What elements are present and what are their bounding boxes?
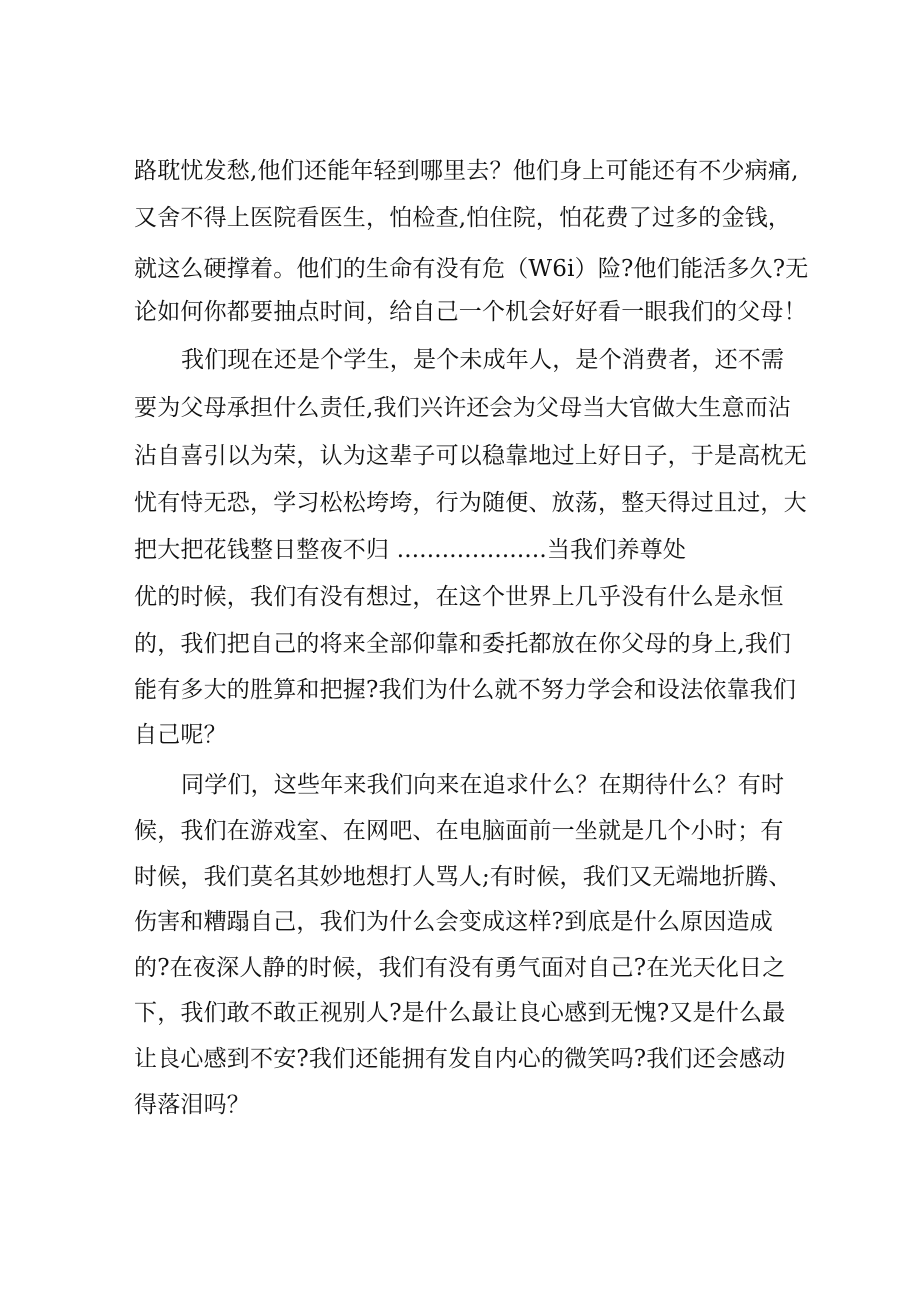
text-line-4: 论如何你都要抽点时间，给自己一个机会好好看一眼我们的父母！: [134, 299, 807, 325]
text-line-15: 候，我们在游戏室、在网吧、在电脑面前一坐就是几个小时；有: [134, 818, 784, 844]
text-line-17: 伤害和糟蹋自己，我们为什么会变成这样?到底是什么原因造成: [134, 909, 773, 935]
text-line-3: 就这么硬撑着。他们的生命有没有危（W6i）险?他们能活多久?无: [134, 256, 809, 282]
text-line-19: 下，我们敢不敢正视别人?是什么最让良心感到无愧?又是什么最: [134, 1000, 786, 1026]
text-line-7: 沾自喜引以为荣，认为这辈子可以稳靠地过上好日子，于是高枕无: [134, 443, 807, 469]
text-line-1: 路耽忧发愁,他们还能年轻到哪里去？他们身上可能还有不少病痛,: [134, 158, 799, 184]
text-line-6: 要为父母承担什么责任,我们兴许还会为父母当大官做大生意而沾: [134, 395, 792, 421]
paragraph-3-first-line: 同学们，这些年来我们向来在追求什么？在期待什么？有时: [181, 772, 785, 798]
text-line-16: 时候，我们莫名其妙地想打人骂人;有时候，我们又无端地折腾、: [134, 864, 792, 890]
text-line-11: 的，我们把自己的将来全部仰靠和委托都放在你父母的身上,我们: [134, 631, 792, 657]
text-line-12: 能有多大的胜算和把握?我们为什么就不努力学会和设法依靠我们: [134, 677, 797, 703]
text-line-20: 让良心感到不安?我们还能拥有发自内心的微笑吗?我们还会感动: [134, 1046, 786, 1072]
text-line-9: 把大把花钱整日整夜不归 ....................当我们养尊处: [134, 537, 687, 563]
text-line-18: 的?在夜深人静的时候，我们有没有勇气面对自己?在光天化日之: [134, 955, 786, 981]
text-line-8: 忧有恃无恐，学习松松垮垮，行为随便、放荡，整天得过且过，大: [134, 490, 807, 516]
text-line-10: 优的时候，我们有没有想过，在这个世界上几乎没有什么是永恒: [134, 584, 784, 610]
paragraph-2-first-line: 我们现在还是个学生，是个未成年人，是个消费者，还不需: [181, 347, 785, 373]
text-line-2: 又舍不得上医院看医生，怕检查,怕住院，怕花费了过多的金钱，: [134, 205, 792, 231]
text-line-13: 自己呢？: [134, 722, 227, 748]
text-line-21: 得落泪吗？: [134, 1092, 250, 1118]
